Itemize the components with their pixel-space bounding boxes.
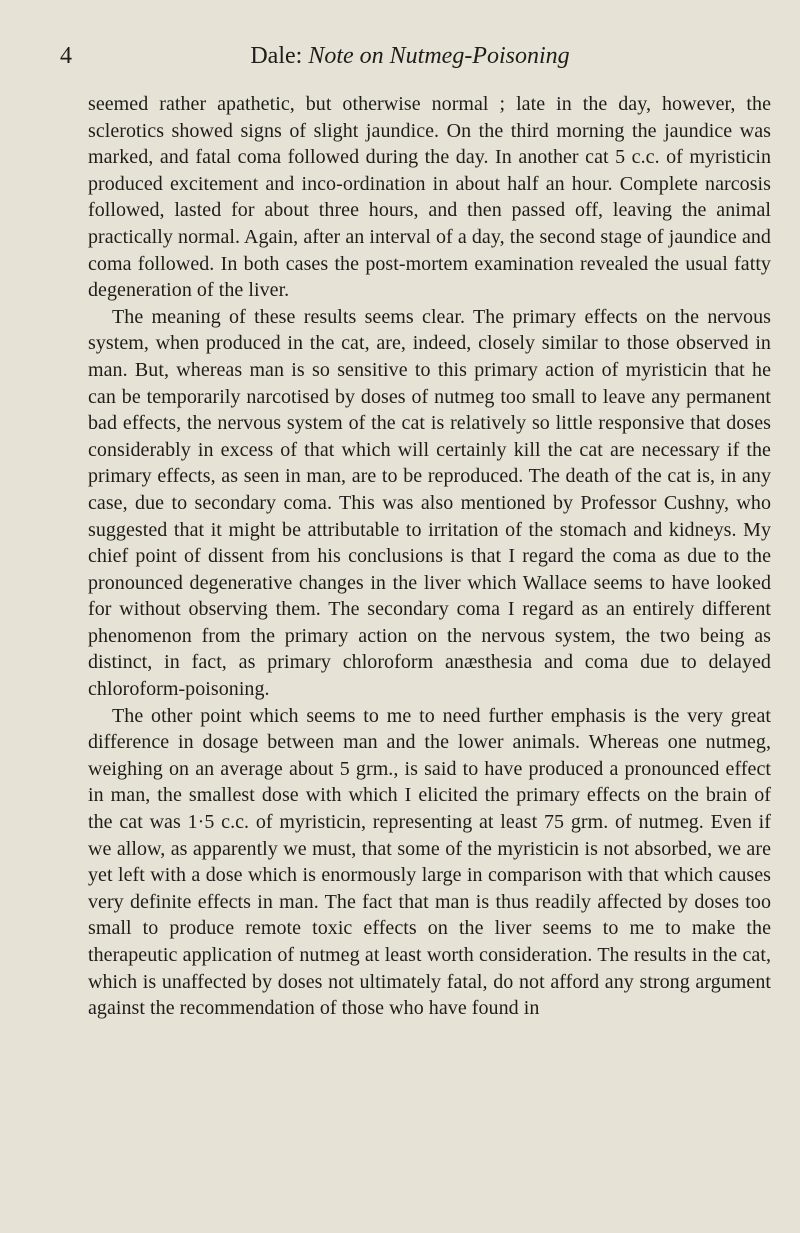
header-article-title: Note on Nutmeg-Poisoning <box>308 43 570 69</box>
paragraph-1: seemed rather apathetic, but otherwise normal ; late in the day, however, the sclerotics showed signs of slight jaundice. On the third morning the jaundice was marked, and fatal coma followed during the day. In another cat 5 c.c. of myristicin produced excitement and inco-ordination in about half an hour. Complete narcosis followed, lasted for about three hours, and then passed off, leaving the animal practically normal. Again, after an interval of a day, the second stage of jaundice and coma followed. In both cases the post-mortem examination revealed the usual fatty degeneration of the liver. <box>88 93 771 302</box>
body-text <box>88 91 771 1022</box>
header-author: Dale: <box>250 43 303 69</box>
running-head <box>60 36 760 76</box>
paragraph-3: The other point which seems to me to need further emphasis is the very great difference in dosage between man and the lower animals. Whereas one nutmeg, weighing on an average about 5 grm., is said to have produced a pronounced effect in man, the smallest dose with which I elicited the primary effects on the brain of the cat was 1·5 c.c. of myristicin, representing at least 75 grm. of nutmeg. Even if we allow, as apparently we must, that some of the myristicin is not absorbed, we are yet left with a dose which is enormously large in comparison with that which causes very definite effects in man. The fact that man is thus readily affected by doses too small to produce remote toxic effects on the liver seems to me to make the therapeutic application of nutmeg at least worth consideration. The results in the cat, which is unaffected by doses not ultimately fatal, do not afford any strong argument against the recommendation of those who have found in <box>88 704 771 1020</box>
header-title <box>60 36 760 76</box>
paragraph-2: The meaning of these results seems clear. The primary effects on the nervous system, when produced in the cat, are, indeed, closely similar to those observed in man. But, whereas man is so sensitive to this primary action of myristicin that he can be temporarily narcotised by doses of nutmeg too small to leave any permanent bad effects, the nervous system of the cat is relatively so little responsive that doses considerably in excess of that which will certainly kill the cat are necessary if the primary effects, as seen in man, are to be reproduced. The death of the cat is, in any case, due to secondary coma. This was also mentioned by Professor Cushny, who suggested that it might be attributable to irritation of the stomach and kidneys. My chief point of dissent from his conclusions is that I regard the coma as due to the pronounced degenerative changes in the liver which Wallace seems to have looked for without observing them. The secondary coma I regard as an entirely different phenomenon from the primary action on the nervous system, the two being as distinct, in fact, as primary chloroform anæsthesia and coma due to delayed chloroform-poisoning. <box>88 305 771 701</box>
page-number: 4 <box>60 43 72 69</box>
